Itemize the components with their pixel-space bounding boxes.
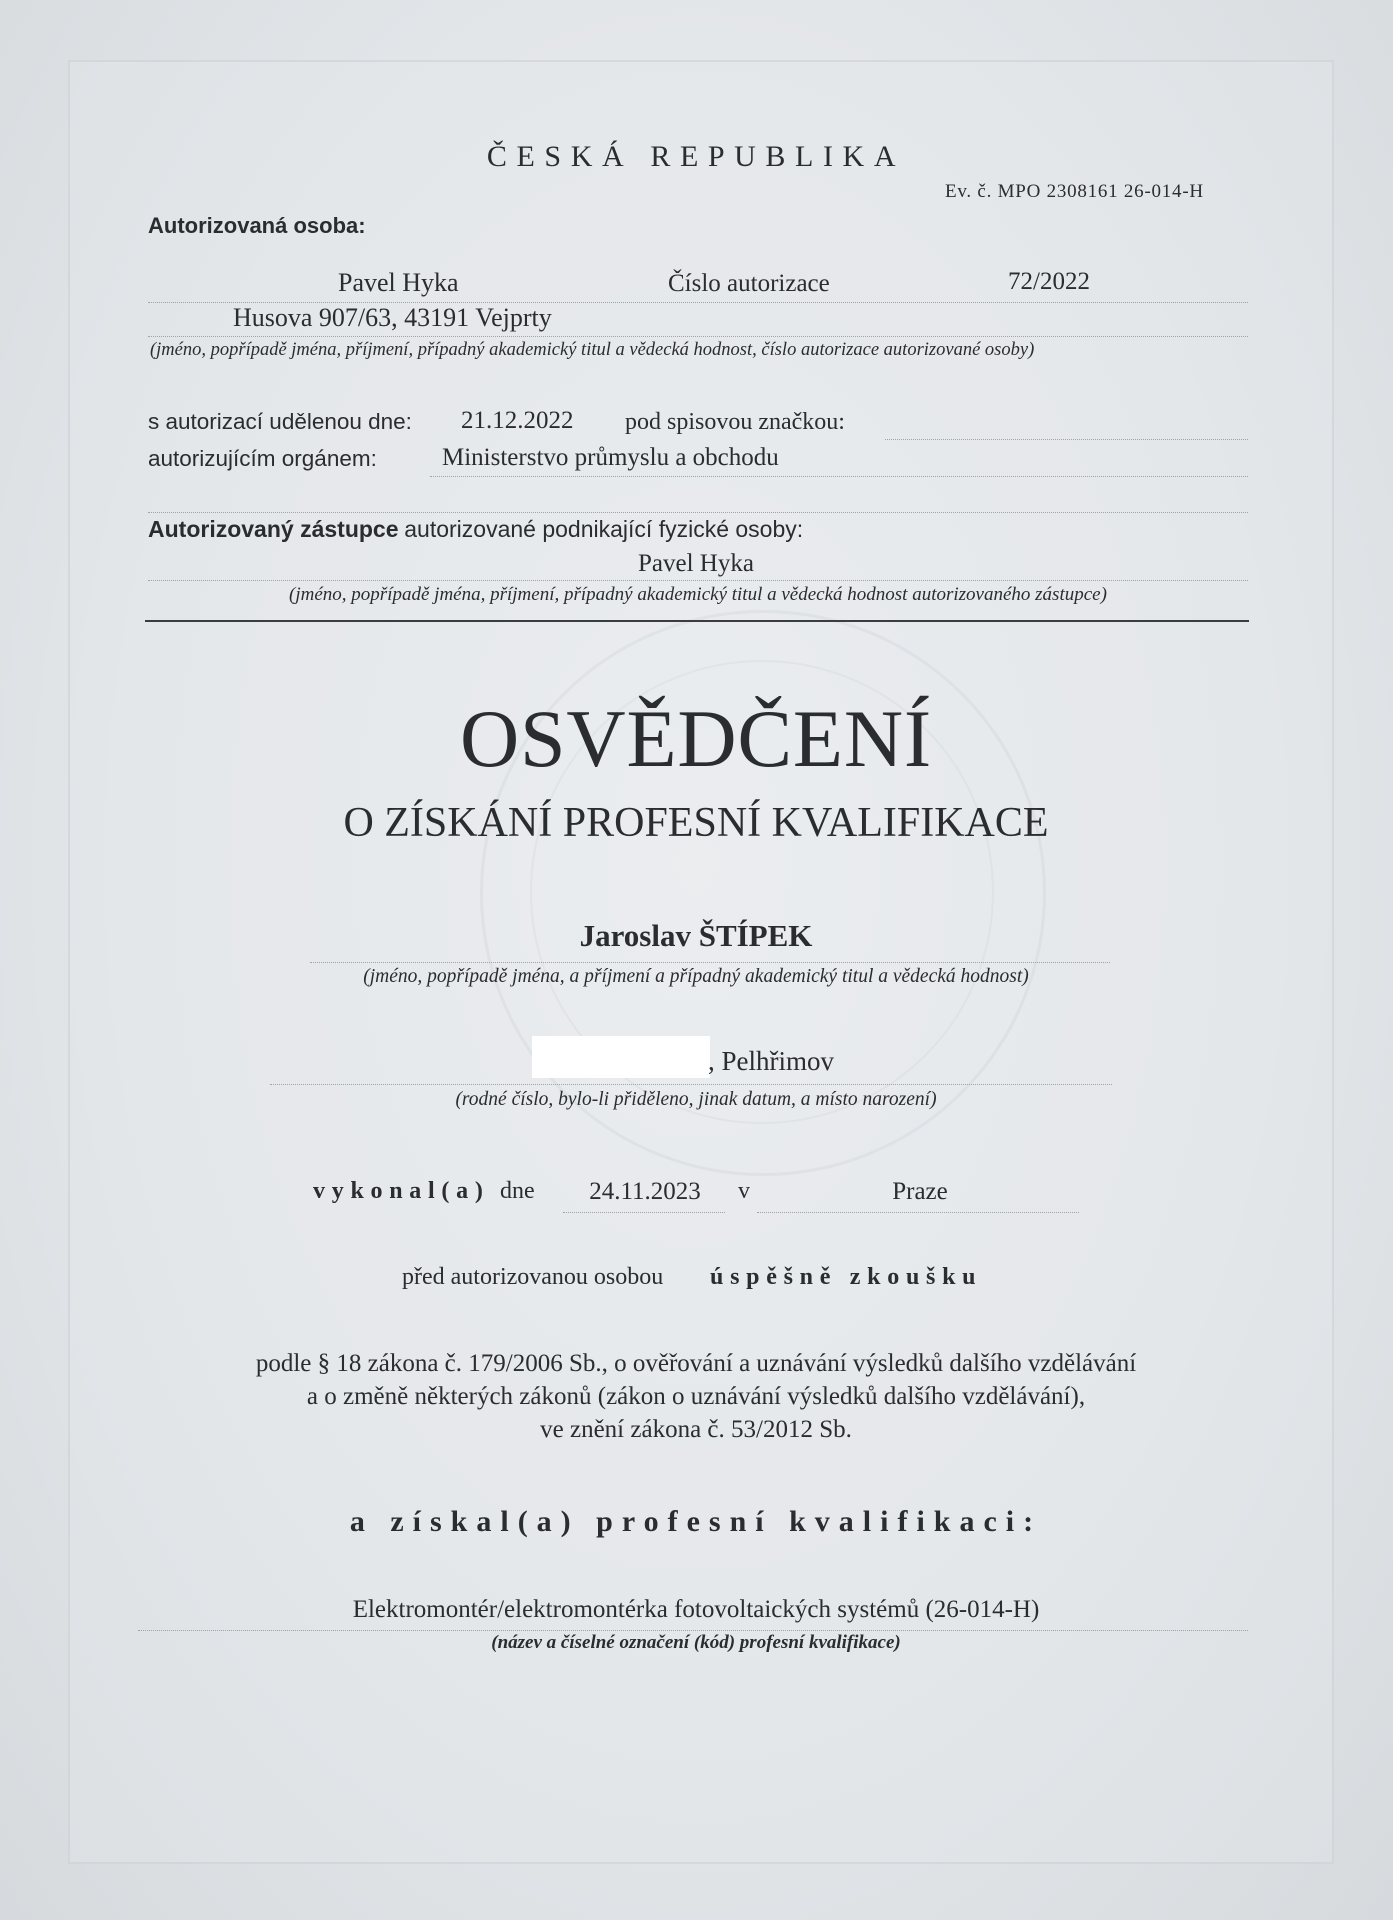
dotted-line (148, 336, 1248, 337)
evidence-number: Ev. č. MPO 2308161 26-014-H (945, 181, 1204, 202)
section-divider (145, 620, 1249, 622)
obtained-qualification-text: a získal(a) profesní kvalifikaci: (349, 1505, 1043, 1538)
authorized-person-name: Pavel Hyka (338, 268, 459, 297)
law-line-3: ve znění zákona č. 53/2012 Sb. (540, 1416, 852, 1443)
representative-caption: (jméno, popřípadě jména, příjmení, případný akademický titul a vědecká hodnost autorizovaného zástupce) (289, 584, 1107, 605)
qualification-caption: (název a číselné označení (kód) profesní kvalifikace) (491, 1632, 901, 1653)
holder-name: Jaroslav ŠTÍPEK (579, 918, 813, 953)
representative-heading-rest: autorizované podnikající fyzické osoby: (404, 516, 804, 542)
dotted-line (148, 512, 1248, 513)
certificate-subtitle: O ZÍSKÁNÍ PROFESNÍ KVALIFIKACE (343, 800, 1049, 846)
law-line-2: a o změně některých zákonů (zákon o uznávání výsledků dalšího vzdělávání), (306, 1383, 1086, 1410)
exam-place: Praze (892, 1178, 948, 1205)
certificate-title: OSVĚDČENÍ (459, 693, 933, 784)
dotted-line (757, 1212, 1079, 1213)
birth-caption: (rodné číslo, bylo-li přiděleno, jinak datum, a místo narození) (455, 1089, 937, 1110)
granted-date: 21.12.2022 (461, 407, 574, 434)
before-authority-text: před autorizovanou osobou (402, 1264, 664, 1290)
qualification-name: Elektromontér/elektromontérka fotovoltaických systémů (26-014-H) (352, 1596, 1040, 1623)
dotted-line (885, 439, 1248, 440)
authorized-person-address: Husova 907/63, 43191 Vejprty (233, 303, 552, 332)
country-heading: ČESKÁ REPUBLIKA (486, 140, 906, 173)
holder-caption: (jméno, popřípadě jména, a příjmení a případný akademický titul a vědecká hodnost) (363, 966, 1029, 987)
dotted-line (310, 962, 1110, 963)
authorization-number-label: Číslo autorizace (668, 270, 830, 297)
dotted-line (430, 476, 1248, 477)
law-line-1: podle § 18 zákona č. 179/2006 Sb., o ověřování a uznávání výsledků dalšího vzdělávání (255, 1350, 1137, 1377)
authorized-person-heading: Autorizovaná osoba: (148, 213, 366, 238)
dotted-line (563, 1212, 725, 1213)
dotted-line (270, 1084, 1112, 1085)
dotted-line (138, 1630, 1248, 1631)
date-label: dne (500, 1178, 535, 1204)
success-text: úspěšně zkoušku (710, 1264, 983, 1290)
representative-name: Pavel Hyka (638, 550, 754, 577)
performed-label: vykonal(a) (313, 1178, 490, 1204)
authority-name: Ministerstvo průmyslu a obchodu (442, 444, 779, 471)
granted-date-label: s autorizací udělenou dne: (148, 409, 412, 434)
dotted-line (148, 580, 1248, 581)
birth-place: , Pelhřimov (708, 1046, 834, 1076)
authorization-number: 72/2022 (1008, 268, 1090, 295)
authority-label: autorizujícím orgánem: (148, 446, 377, 471)
file-reference-label: pod spisovou značkou: (625, 409, 845, 435)
exam-date: 24.11.2023 (589, 1178, 701, 1205)
representative-heading-bold: Autorizovaný zástupce (148, 516, 399, 542)
authorized-person-caption: (jméno, popřípadě jména, příjmení, případný akademický titul a vědecká hodnost, číslo autorizace autorizované osoby) (150, 340, 1035, 360)
place-label: v (738, 1178, 750, 1204)
representative-heading (148, 516, 803, 543)
redacted-birth-number (532, 1036, 710, 1078)
